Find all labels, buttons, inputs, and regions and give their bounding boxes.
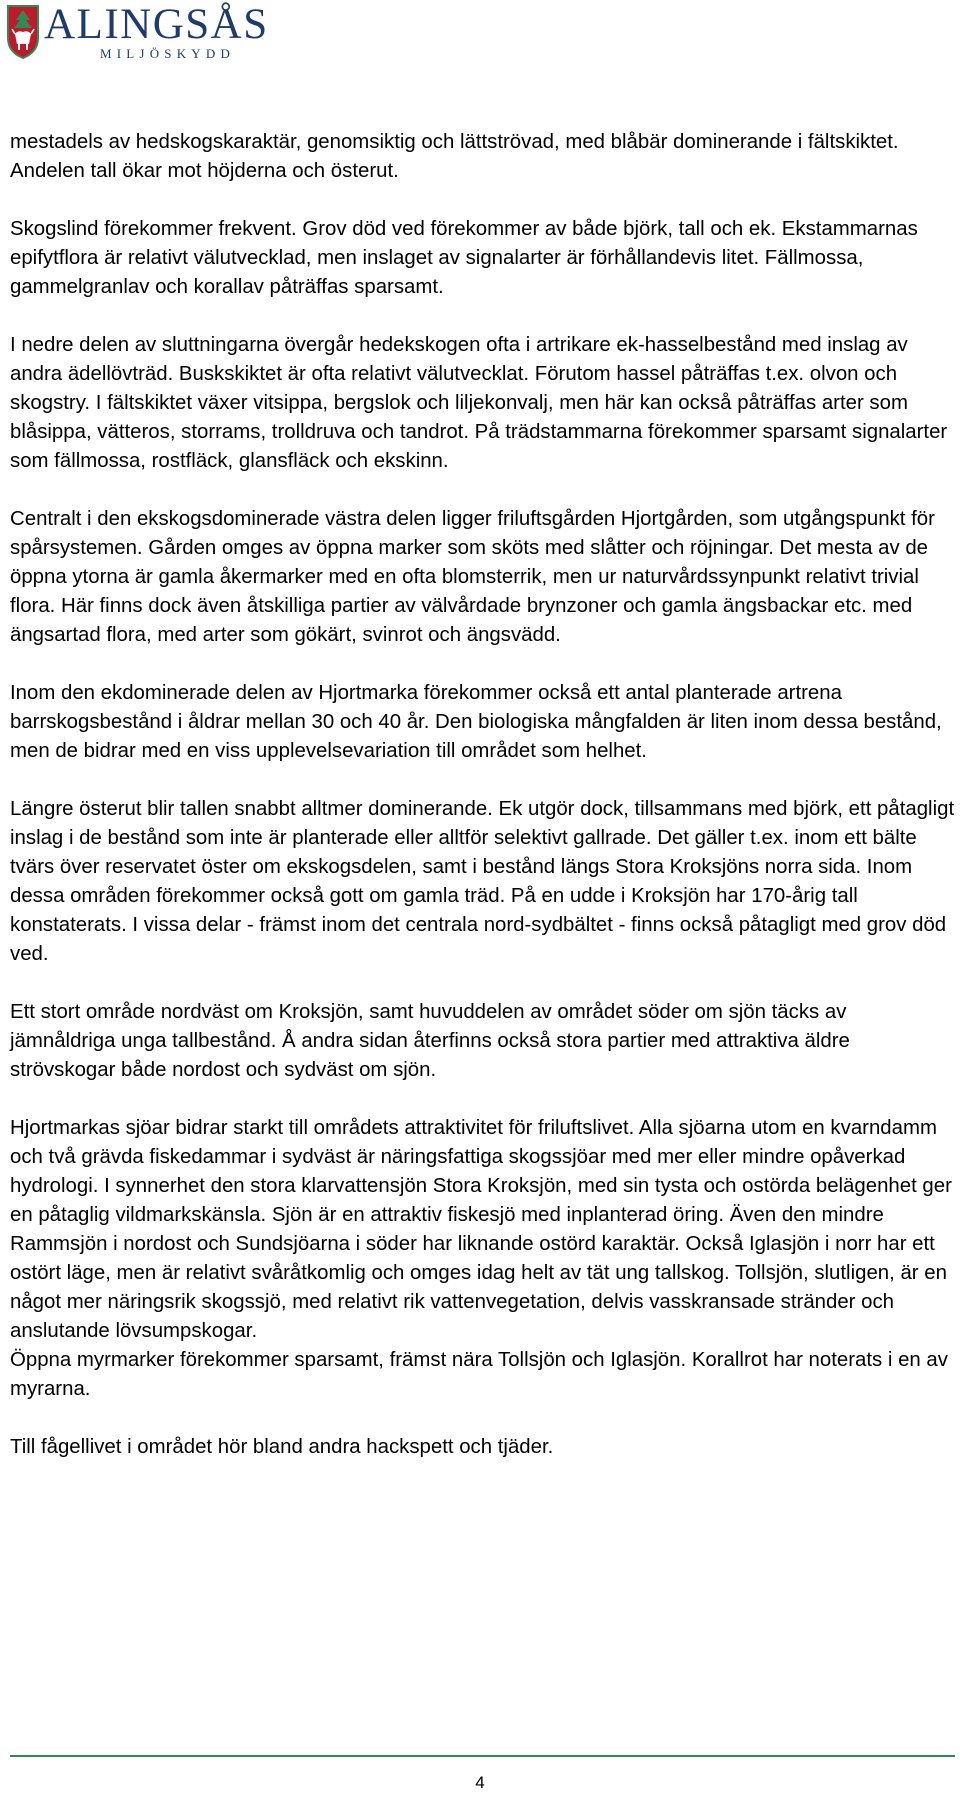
paragraph: Öppna myrmarker förekommer sparsamt, främst nära Tollsjön och Iglasjön. Korallrot har noterats i en av myrarna.	[10, 1349, 948, 1400]
paragraph: Inom den ekdominerade delen av Hjortmarka förekommer också ett antal planterade artrena barrskogsbestånd i åldrar mellan 30 och 40 år. Den biologiska mångfalden är liten inom dessa bestånd, men de bidrar med en viss upplevelsevariation till området som helhet.	[10, 682, 942, 762]
brand-subtitle: MILJÖSKYDD	[100, 46, 236, 61]
paragraph: Skogslind förekommer frekvent. Grov död ved förekommer av både björk, tall och ek. Ekstammarnas epifytflora är relativt välutvecklad, men inslaget av signalarter är förhållandevis litet. Fällmossa, gammelgranlav och korallav påträffas sparsamt.	[10, 218, 918, 298]
paragraph: Centralt i den ekskogsdominerade västra delen ligger friluftsgården Hjortgården, som utgångspunkt för spårsystemen. Gården omges av öppna marker som sköts med slåtter och röjningar. Det mesta av de öppna ytorna är gamla åkermarker med en ofta blomsterrik, men ur naturvårdssynpunkt relativt trivial flora. Här finns dock även åtskilliga partier av välvårdade brynzoner och gamla ängsbackar etc. med ängsartad flora, med arter som gökärt, svinrot och ängsvädd.	[10, 508, 935, 646]
page-number: 4	[475, 1773, 485, 1792]
paragraph: Ett stort område nordväst om Kroksjön, samt huvuddelen av området söder om sjön täcks av jämnåldriga unga tallbestånd. Å andra sidan återfinns också stora partier med attraktiva äldre strövskogar både nordost och sydväst om sjön.	[10, 1001, 850, 1081]
document-body	[10, 128, 955, 1491]
municipal-crest-logo	[6, 4, 40, 60]
paragraph: Till fågellivet i området hör bland andra hackspett och tjäder.	[10, 1436, 554, 1458]
paragraph: mestadels av hedskogskaraktär, genomsiktig och lättströvad, med blåbär dominerande i fältskiktet. Andelen tall ökar mot höjderna och österut.	[10, 131, 899, 182]
header	[6, 1, 278, 64]
footer-divider	[10, 1755, 955, 1757]
paragraph: I nedre delen av sluttningarna övergår hedekskogen ofta i artrikare ek-hasselbestånd med inslag av andra ädellövträd. Buskskiktet är ofta relativt välutvecklat. Förutom hassel påträffas t.ex. olvon och skogstry. I fältskiktet växer vitsippa, bergslok och liljekonvalj, men här kan också påträffas arter som blåsippa, vätteros, storrams, trolldruva och tandrot. På trädstammarna förekommer sparsamt signalarter som fällmossa, rostfläck, glansfläck och ekskinn.	[10, 334, 948, 472]
paragraph: Hjortmarkas sjöar bidrar starkt till områdets attraktivitet för friluftslivet. Alla sjöarna utom en kvarndamm och två grävda fiskedammar i sydväst är näringsfattiga skogssjöar med mer eller mindre opåverkad hydrologi. I synnerhet den stora klarvattensjön Stora Kroksjön, med sin tysta och ostörda belägenhet ger en påtaglig vildmarkskänsla. Sjön är en attraktiv fiskesjö med inplanterad öring. Även den mindre Rammsjön i nordost och Sundsjöarna i söder har liknande ostörd karaktär. Också Iglasjön i norr har ett ostört läge, men är relativt svåråtkomlig och omges idag helt av tät ung tallskog. Tollsjön, slutligen, är en något mer näringsrik skogssjö, med relativt rik vattenvegetation, delvis vasskransade stränder och anslutande lövsumpskogar.	[10, 1117, 952, 1342]
brand-name: ALINGSÅS	[44, 1, 269, 48]
paragraph: Längre österut blir tallen snabbt alltmer dominerande. Ek utgör dock, tillsammans med björk, ett påtagligt inslag i de bestånd som inte är planterade eller alltför selektivt gallrade. Det gäller t.ex. inom ett bälte tvärs över reservatet öster om ekskogsdelen, samt i bestånd längs Stora Kroksjöns norra sida. Inom dessa områden förekommer också gott om gamla träd. På en udde i Kroksjön har 170-årig tall konstaterats. I vissa delar - främst inom det centrala nord-sydbältet - finns också påtagligt med grov död ved.	[10, 798, 955, 965]
